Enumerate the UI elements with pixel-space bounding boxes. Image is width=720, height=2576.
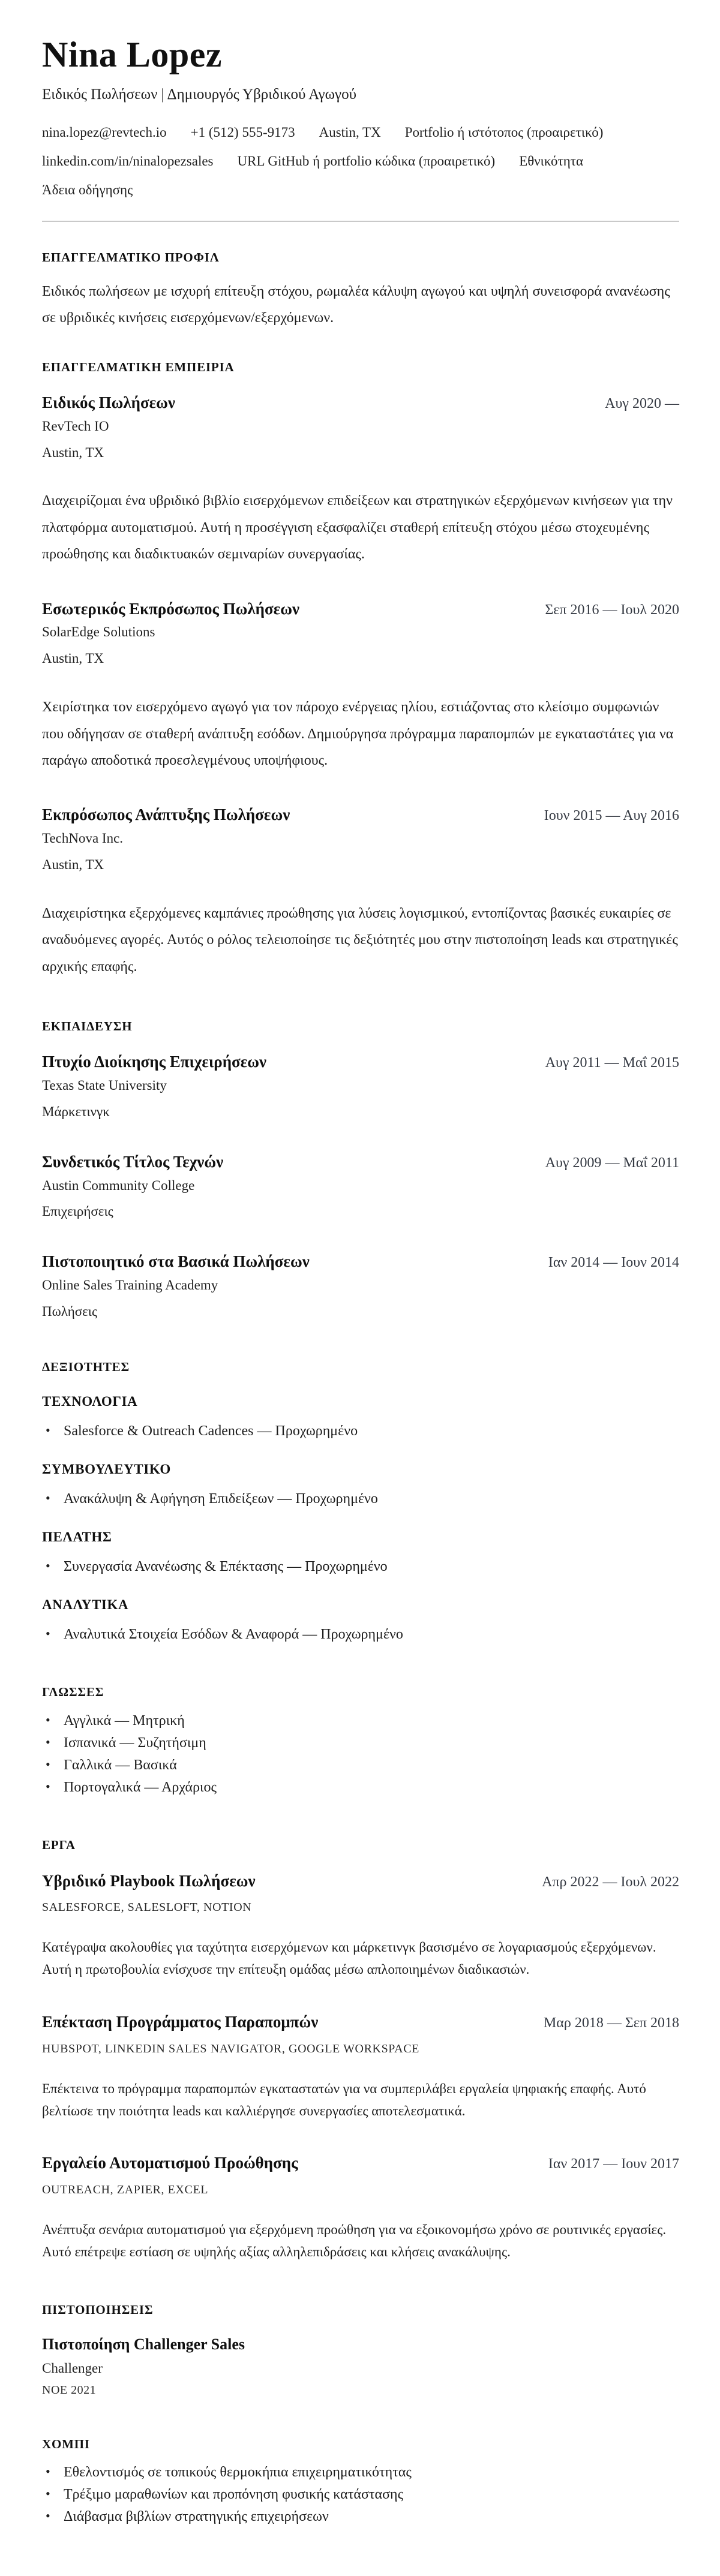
profile-text: Ειδικός πωλήσεων με ισχυρή επίτευξη στόχου, ρωμαλέα κάλυψη αγωγού και υψηλή συνεισφορά ανανέωσης σε υβριδικές κινήσεις εισερχόμενων/εξερχόμενων. [42,283,670,326]
skill-list [42,1556,679,1578]
section-certifications [42,2302,679,2398]
job-description: Χειρίστηκα τον εισερχόμενο αγωγό για τον πάροχο ενέργειας ηλίου, εστιάζοντας στο κλείσιμο συμφωνιών που οδήγησαν σε σταθερή ανάπτυξη εσόδων. Δημιούργησα πρόγραμμα παραπομπών με εγκαταστάτες για να παράγω αποδοτικά προεσλεγμένους υποψήφιους. [42,699,674,768]
skill-list [42,1420,679,1442]
contact-linkedin: linkedin.com/in/ninalopezsales [42,153,214,169]
hobbies-heading: ΧΟΜΠΙ [42,2436,90,2451]
project-header [42,1871,679,1892]
hobby-item: • Εθελοντισμός σε τοπικούς θερμοκήπια επιχειρηματικότητας [42,2461,679,2484]
job-description: Διαχειρίζομαι ένα υβριδικό βιβλίο εισερχόμενων επιδείξεων και στρατηγικών εξερχόμενων κινήσεων για την πλατφόρμα αυτοματισμού. Αυτή η προσέγγιση εξασφαλίζει σταθερή επίτευξη στόχου μέσω στοχευμένης προώθησης και διαδικτυακών σεμιναρίων συνεργασίας. [42,493,673,563]
language-item: • Γαλλικά — Βασικά [42,1754,679,1777]
project-entry [42,2012,679,2122]
job-location: Austin, TX [42,651,104,666]
section-projects [42,1837,679,2263]
resume-header [42,35,679,222]
school-name: Austin Community College [42,1177,195,1193]
contact-row-3 [42,181,679,199]
project-tools: HUBSPOT, LINKEDIN SALES NAVIGATOR, GOOGLE WORKSPACE [42,2042,419,2055]
skill-item: • Ανακάλυψη & Αφήγηση Επιδείξεων — Προχωρημένο [42,1488,679,1510]
skills-heading: ΔΕΞΙΟΤΗΤΕΣ [42,1359,130,1374]
education-dates: Ιαν 2014 — Ιουν 2014 [548,1255,679,1271]
job-dates: Αυγ 2020 — [605,395,679,411]
project-name: Υβριδικό Playbook Πωλήσεων [42,1871,256,1890]
school-name: Online Sales Training Academy [42,1278,218,1293]
certification-issuer: Challenger [42,2360,103,2376]
education-entry [42,1252,679,1321]
contact-location: Austin, TX [319,124,381,140]
project-tools: OUTREACH, ZAPIER, EXCEL [42,2183,209,2197]
projects-heading: ΕΡΓΑ [42,1838,76,1853]
job-header [42,393,679,413]
contact-nationality-label: Εθνικότητα [519,153,584,169]
job-header [42,805,679,825]
project-dates: Ιαν 2017 — Ιουν 2017 [548,2156,679,2172]
project-description: Ανέπτυξα σενάρια αυτοματισμού για εξερχόμενη προώθηση για να εξοικονομήσω χρόνο σε ρουτινικές εργασίες. Αυτό επέτρεψε εστίαση σε υψηλής αξίας αλληλεπιδράσεις και κλήσεις ανακάλυψης. [42,2222,667,2259]
contact-email: nina.lopez@revtech.io [42,124,167,140]
profile-heading: ΕΠΑΓΓΕΛΜΑΤΙΚΟ ΠΡΟΦΙΛ [42,250,220,264]
degree-name: Πιστοποιητικό στα Βασικά Πωλήσεων [42,1252,310,1271]
skill-category: ΣΥΜΒΟΥΛΕΥΤΙΚΟ [42,1462,171,1477]
candidate-title: Ειδικός Πωλήσεων | Δημιουργός Υβριδικού Αγωγού [42,86,356,103]
job-dates: Σεπ 2016 — Ιουλ 2020 [545,602,679,618]
project-name: Εργαλείο Αυτοματισμού Προώθησης [42,2154,298,2172]
skill-category: ΠΕΛΑΤΗΣ [42,1529,112,1545]
contact-block [42,123,679,199]
contact-row-1 [42,123,679,142]
contact-phone: +1 (512) 555-9173 [190,124,295,140]
skill-group [42,1393,679,1442]
section-education [42,1018,679,1321]
skill-item: • Συνεργασία Ανανέωσης & Επέκτασης — Προχωρημένο [42,1556,679,1578]
header-divider [42,221,679,222]
education-entry [42,1152,679,1221]
contact-portfolio-placeholder: Portfolio ή ιστότοπος (προαιρετικό) [404,124,604,140]
skill-group [42,1596,679,1646]
project-tools: SALESFORCE, SALESLOFT, NOTION [42,1901,252,1914]
contact-row-2 [42,152,679,170]
project-header [42,2153,679,2174]
degree-name: Συνδετικός Τίτλος Τεχνών [42,1152,224,1171]
job-dates: Ιουν 2015 — Αυγ 2016 [544,808,679,824]
education-header [42,1052,679,1072]
certification-date: ΝΟΕ 2021 [42,2383,97,2397]
job-title: Εκπρόσωπος Ανάπτυξης Πωλήσεων [42,805,290,824]
education-heading: ΕΚΠΑΙΔΕΥΣΗ [42,1019,133,1034]
candidate-name: Nina Lopez [42,35,223,74]
section-hobbies [42,2436,679,2529]
skill-category: ΤΕΧΝΟΛΟΓΙΑ [42,1394,138,1409]
school-name: Texas State University [42,1078,167,1093]
language-item: • Ισπανικά — Συζητήσιμη [42,1732,679,1754]
certifications-heading: ΠΙΣΤΟΠΟΙΗΣΕΙΣ [42,2302,154,2317]
project-entry [42,1871,679,1981]
hobby-item: • Τρέξιμο μαραθωνίων και προπόνηση φυσικής κατάστασης [42,2484,679,2506]
education-dates: Αυγ 2009 — Μαΐ 2011 [545,1155,679,1171]
skill-group [42,1528,679,1578]
project-name: Επέκταση Προγράμματος Παραπομπών [42,2013,319,2031]
skill-group [42,1460,679,1510]
language-item: • Αγγλικά — Μητρική [42,1710,679,1732]
contact-driving-license-label: Άδεια οδήγησης [42,182,133,197]
skill-list [42,1488,679,1510]
project-dates: Απρ 2022 — Ιουλ 2022 [542,1874,679,1890]
education-header [42,1252,679,1272]
job-entry [42,599,679,774]
job-header [42,599,679,620]
language-list [42,1710,679,1799]
field-of-study: Μάρκετινγκ [42,1104,110,1119]
skill-item: • Αναλυτικά Στοιχεία Εσόδων & Αναφορά — Προχωρημένο [42,1624,679,1646]
project-header [42,2012,679,2033]
job-location: Austin, TX [42,444,104,460]
project-description: Κατέγραψα ακολουθίες για ταχύτητα εισερχόμενων και μάρκετινγκ βασισμένο σε λογαριασμούς εξερχόμενων. Αυτή η πρωτοβουλία ενίσχυσε την επίτευξη ομάδας μέσω απλοποιημένων διαδικασιών. [42,1940,656,1977]
job-company: SolarEdge Solutions [42,624,155,640]
hobby-item: • Διάβασμα βιβλίων στρατηγικής επιχειρήσεων [42,2506,679,2528]
skill-list [42,1624,679,1646]
project-entry [42,2153,679,2263]
experience-heading: ΕΠΑΓΓΕΛΜΑΤΙΚΗ ΕΜΠΕΙΡΙΑ [42,359,235,374]
job-entry [42,805,679,980]
job-location: Austin, TX [42,856,104,872]
field-of-study: Πωλήσεις [42,1303,98,1319]
education-header [42,1152,679,1173]
section-profile [42,250,679,332]
languages-heading: ΓΛΩΣΣΕΣ [42,1685,104,1700]
skill-category: ΑΝΑΛΥΤΙΚΑ [42,1597,129,1613]
job-company: TechNova Inc. [42,831,124,846]
section-languages [42,1684,679,1799]
degree-name: Πτυχίο Διοίκησης Επιχειρήσεων [42,1053,267,1071]
project-dates: Μαρ 2018 — Σεπ 2018 [543,2015,679,2031]
field-of-study: Επιχειρήσεις [42,1204,113,1219]
hobby-list [42,2461,679,2529]
job-entry [42,393,679,568]
section-experience [42,359,679,980]
skill-item: • Salesforce & Outreach Cadences — Προχωρημένο [42,1420,679,1442]
contact-github-placeholder: URL GitHub ή portfolio κώδικα (προαιρετικό) [237,153,496,169]
job-title: Ειδικός Πωλήσεων [42,393,175,411]
education-dates: Αυγ 2011 — Μαΐ 2015 [545,1055,679,1071]
certification-name: Πιστοποίηση Challenger Sales [42,2335,245,2353]
job-company: RevTech IO [42,418,109,434]
job-description: Διαχειρίστηκα εξερχόμενες καμπάνιες προώθησης για λύσεις λογισμικού, εντοπίζοντας βασικές ευκαιρίες σε αναδυόμενες αγορές. Αυτός ο ρόλος τελειοποίησε τις δεξιότητές μου στην πιστοποίηση leads και στρατηγικές αρχικής επαφής. [42,905,678,975]
project-description: Επέκτεινα το πρόγραμμα παραπομπών εγκαταστατών για να συμπεριλάβει εργαλεία ψηφιακής επαφής. Αυτό βελτίωσε την ποιότητα leads και καλλιέργησε συνεργασίες αποτελεσματικά. [42,2081,646,2118]
section-skills [42,1359,679,1646]
language-item: • Πορτογαλικά — Αρχάριος [42,1777,679,1799]
education-entry [42,1052,679,1121]
job-title: Εσωτερικός Εκπρόσωπος Πωλήσεων [42,599,300,618]
